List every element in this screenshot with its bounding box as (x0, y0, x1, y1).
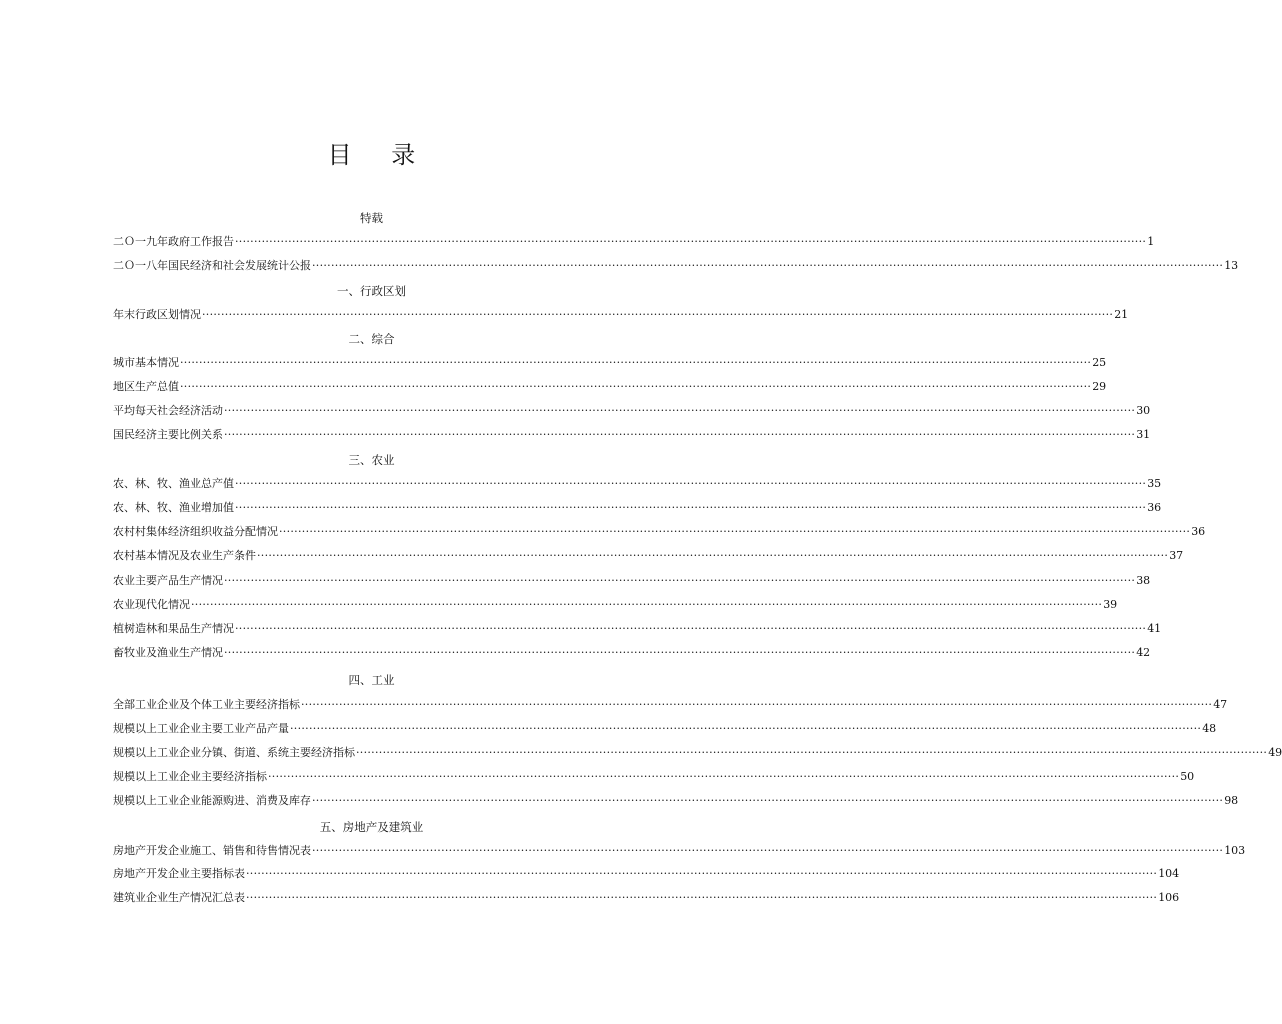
section-heading: 三、农业 (348, 453, 395, 467)
dot-leader: ················································································································································································································································ (180, 356, 1092, 369)
toc-entry-page: 98 (1224, 794, 1239, 807)
dot-leader: ················································································································································································································································ (301, 698, 1213, 711)
toc-entry-page: 31 (1136, 428, 1151, 441)
toc-entry-page: 21 (1114, 308, 1129, 321)
dot-leader: ················································································································································································································································ (235, 501, 1147, 514)
dot-leader: ················································································································································································································································ (202, 308, 1114, 321)
toc-entry-page: 49 (1268, 746, 1282, 759)
toc-entry[interactable] (113, 621, 1162, 637)
dot-leader: ················································································································································································································································ (191, 598, 1103, 611)
toc-entry-label: 农村基本情况及农业生产条件 (113, 549, 256, 562)
toc-entry-label: 规模以上工业企业主要经济指标 (113, 770, 267, 783)
toc-entry-label: 二Ｏ一八年国民经济和社会发展统计公报 (113, 259, 311, 272)
dot-leader: ················································································································································································································································ (312, 844, 1224, 857)
toc-entry-page: 41 (1147, 622, 1162, 635)
section-heading: 二、综合 (348, 332, 395, 346)
toc-entry-label: 农业现代化情况 (113, 598, 190, 611)
toc-entry-label: 农、林、牧、渔业总产值 (113, 477, 234, 490)
toc-entry-label: 平均每天社会经济活动 (113, 404, 223, 417)
toc-entry-page: 48 (1202, 722, 1217, 735)
toc-entry-page: 104 (1158, 867, 1180, 880)
dot-leader: ················································································································································································································································ (224, 574, 1136, 587)
toc-entry-label: 房地产开发企业施工、销售和待售情况表 (113, 844, 311, 857)
dot-leader: ················································································································································································································································ (246, 867, 1158, 880)
toc-entry-label: 国民经济主要比例关系 (113, 428, 223, 441)
toc-entry[interactable] (113, 307, 1129, 323)
dot-leader: ················································································································································································································································ (235, 477, 1147, 490)
toc-entry[interactable] (113, 769, 1195, 785)
toc-entry-label: 农业主要产品生产情况 (113, 574, 223, 587)
dot-leader: ················································································································································································································································ (312, 259, 1224, 272)
toc-entry-label: 城市基本情况 (113, 356, 179, 369)
toc-entry-label: 二Ｏ一九年政府工作报告 (113, 235, 234, 248)
toc-entry-page: 13 (1224, 259, 1239, 272)
toc-entry-label: 规模以上工业企业分镇、街道、系统主要经济指标 (113, 746, 355, 759)
dot-leader: ················································································································································································································································ (279, 525, 1191, 538)
toc-page (113, 0, 1282, 1024)
toc-entry[interactable] (113, 379, 1107, 395)
toc-entry[interactable] (113, 645, 1151, 661)
toc-entry[interactable] (113, 721, 1217, 737)
toc-entry-page: 1 (1147, 235, 1155, 248)
toc-entry-label: 规模以上工业企业主要工业产品产量 (113, 722, 289, 735)
section-heading: 特载 (360, 211, 383, 225)
dot-leader: ················································································································································································································································ (224, 646, 1136, 659)
toc-entry-label: 农村村集体经济组织收益分配情况 (113, 525, 278, 538)
dot-leader: ················································································································································································································································ (268, 770, 1180, 783)
toc-entry[interactable] (113, 573, 1151, 589)
toc-entry-page: 29 (1092, 380, 1107, 393)
toc-entry[interactable] (113, 258, 1239, 274)
toc-entry[interactable] (113, 866, 1180, 882)
toc-entry-page: 50 (1180, 770, 1195, 783)
toc-entry[interactable] (113, 843, 1246, 859)
dot-leader: ················································································································································································································································ (312, 794, 1224, 807)
section-heading: 五、房地产及建筑业 (319, 820, 424, 834)
toc-entry-page: 103 (1224, 844, 1246, 857)
toc-entry-label: 建筑业企业生产情况汇总表 (113, 891, 245, 904)
toc-entry-page: 42 (1136, 646, 1151, 659)
dot-leader: ················································································································································································································································ (235, 622, 1147, 635)
dot-leader: ················································································································································································································································ (290, 722, 1202, 735)
toc-entry-page: 25 (1092, 356, 1107, 369)
toc-entry-label: 房地产开发企业主要指标表 (113, 867, 245, 880)
toc-entry[interactable] (113, 234, 1155, 250)
toc-entry-page: 37 (1169, 549, 1184, 562)
toc-entry[interactable] (113, 427, 1151, 443)
dot-leader: ················································································································································································································································ (224, 428, 1136, 441)
section-heading: 四、工业 (348, 673, 395, 687)
toc-title: 目 录 (327, 141, 432, 169)
toc-entry[interactable] (113, 476, 1162, 492)
toc-entry-page: 39 (1103, 598, 1118, 611)
toc-entry-page: 36 (1147, 501, 1162, 514)
toc-entry[interactable] (113, 793, 1239, 809)
dot-leader: ················································································································································································································································ (235, 235, 1147, 248)
toc-entry[interactable] (113, 524, 1206, 540)
toc-entry-page: 35 (1147, 477, 1162, 490)
toc-entry-page: 106 (1158, 891, 1180, 904)
toc-entry[interactable] (113, 890, 1180, 906)
toc-entry[interactable] (113, 697, 1228, 713)
toc-entry[interactable] (113, 597, 1118, 613)
dot-leader: ················································································································································································································································ (180, 380, 1092, 393)
dot-leader: ················································································································································································································································ (356, 746, 1268, 759)
toc-entry-page: 30 (1136, 404, 1151, 417)
toc-entry-label: 年末行政区划情况 (113, 308, 201, 321)
dot-leader: ················································································································································································································································ (257, 549, 1169, 562)
section-heading: 一、行政区划 (337, 284, 406, 298)
toc-entry-label: 植树造林和果品生产情况 (113, 622, 234, 635)
dot-leader: ················································································································································································································································ (224, 404, 1136, 417)
toc-entry[interactable] (113, 500, 1162, 516)
toc-entry-label: 全部工业企业及个体工业主要经济指标 (113, 698, 300, 711)
toc-entry-page: 38 (1136, 574, 1151, 587)
toc-entry-page: 47 (1213, 698, 1228, 711)
dot-leader: ················································································································································································································································ (246, 891, 1158, 904)
toc-entry[interactable] (113, 745, 1282, 761)
toc-entry-page: 36 (1191, 525, 1206, 538)
toc-entry-label: 地区生产总值 (113, 380, 179, 393)
toc-entry[interactable] (113, 548, 1184, 564)
toc-entry[interactable] (113, 403, 1151, 419)
toc-entry[interactable] (113, 355, 1107, 371)
toc-entry-label: 畜牧业及渔业生产情况 (113, 646, 223, 659)
toc-entry-label: 规模以上工业企业能源购进、消费及库存 (113, 794, 311, 807)
toc-entry-label: 农、林、牧、渔业增加值 (113, 501, 234, 514)
